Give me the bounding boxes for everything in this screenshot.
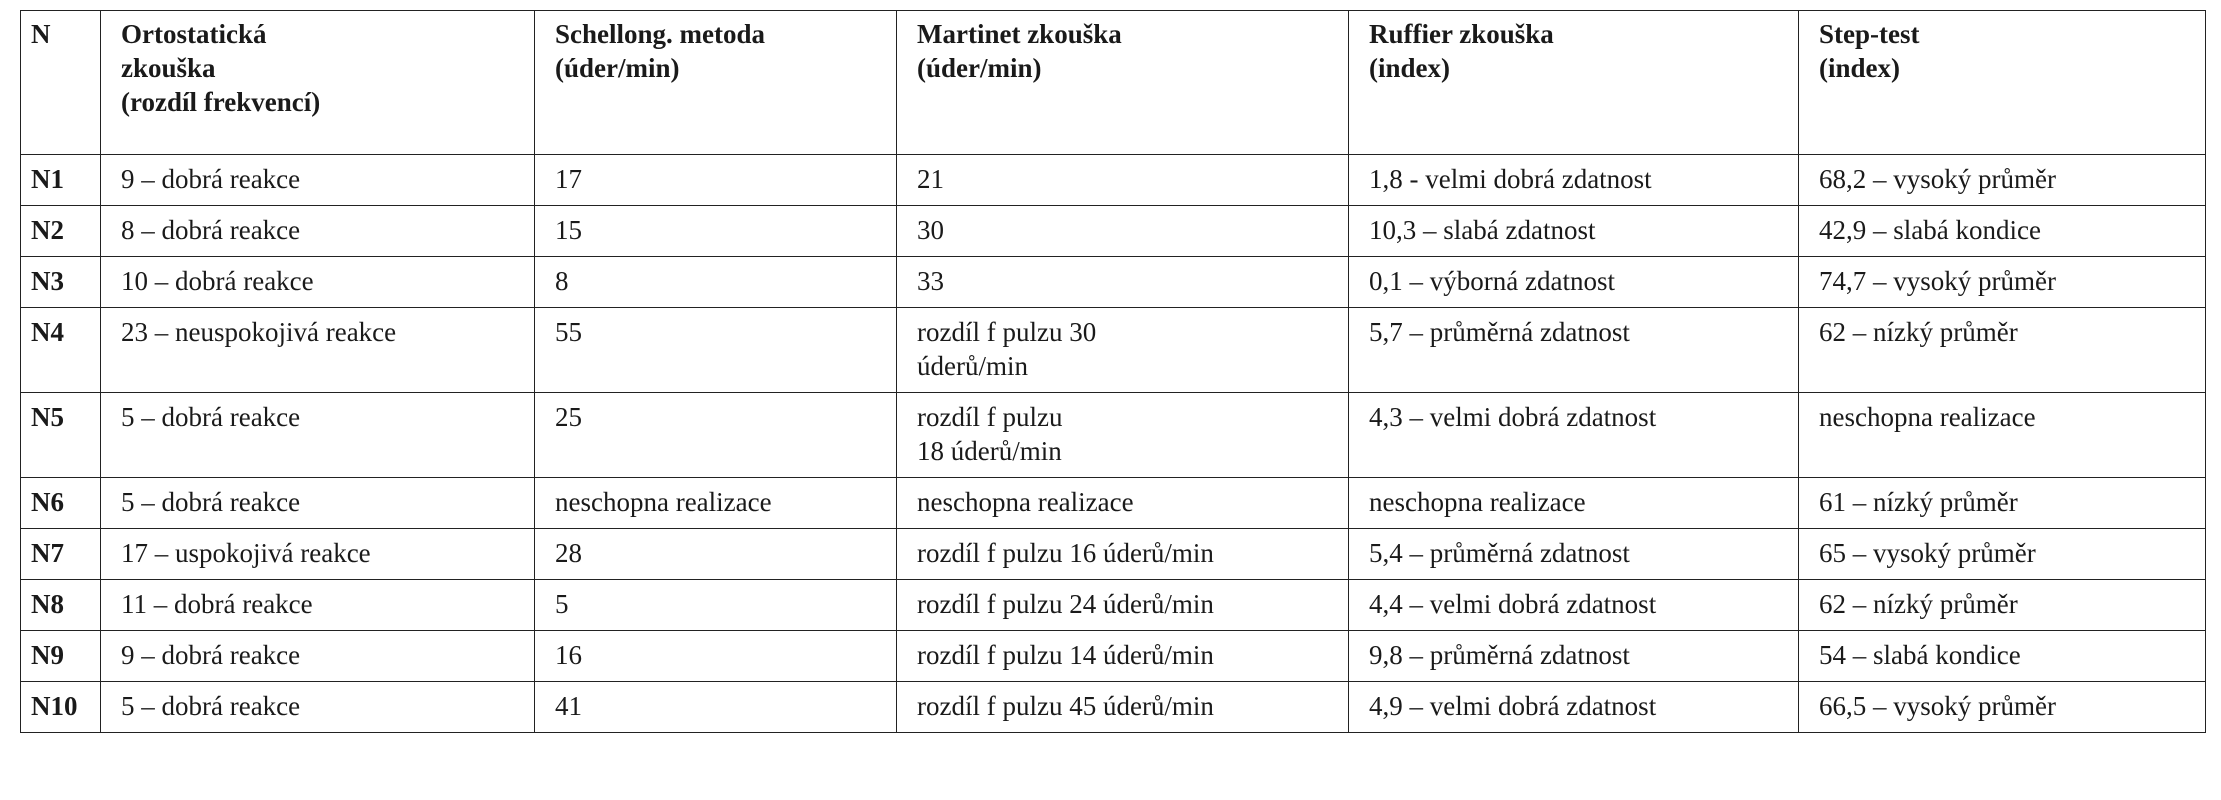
- cell-martinet: [897, 206, 1349, 257]
- cell-schellong: 55: [535, 308, 897, 393]
- header-steptest-line-2: (index): [1819, 53, 1900, 83]
- cell-martinet-line: úderů/min: [917, 351, 1028, 381]
- cell-steptest: 42,9 – slabá kondice: [1799, 206, 2206, 257]
- cell-ortostaticka: 23 – neuspokojivá reakce: [101, 308, 535, 393]
- cell-martinet-line: rozdíl f pulzu 45 úderů/min: [917, 691, 1214, 721]
- cell-martinet: [897, 257, 1349, 308]
- table-body: [21, 155, 2206, 733]
- cell-id: N10: [21, 682, 101, 733]
- cell-ortostaticka: 11 – dobrá reakce: [101, 580, 535, 631]
- cell-martinet: [897, 580, 1349, 631]
- table-header-row: [21, 11, 2206, 155]
- header-ruffier-line-2: (index): [1369, 53, 1450, 83]
- header-ortostaticka: [101, 11, 535, 155]
- table-row: [21, 393, 2206, 478]
- header-schellong-line-2: (úder/min): [555, 53, 680, 83]
- cell-id: N4: [21, 308, 101, 393]
- cell-steptest: 62 – nízký průměr: [1799, 580, 2206, 631]
- cell-steptest: neschopna realizace: [1799, 393, 2206, 478]
- cell-martinet-line: 18 úderů/min: [917, 436, 1062, 466]
- cell-ruffier: 4,4 – velmi dobrá zdatnost: [1349, 580, 1799, 631]
- cell-martinet-line: rozdíl f pulzu 30: [917, 317, 1097, 347]
- cell-ruffier: 4,3 – velmi dobrá zdatnost: [1349, 393, 1799, 478]
- header-n-line: N: [31, 19, 51, 49]
- cell-schellong: neschopna realizace: [535, 478, 897, 529]
- cell-schellong: 8: [535, 257, 897, 308]
- cell-martinet: [897, 308, 1349, 393]
- table-row: [21, 155, 2206, 206]
- header-ortostaticka-line-1: Ortostatická: [121, 19, 267, 49]
- cell-id: N2: [21, 206, 101, 257]
- cell-steptest: 74,7 – vysoký průměr: [1799, 257, 2206, 308]
- cell-martinet: [897, 155, 1349, 206]
- cell-schellong: 15: [535, 206, 897, 257]
- table-row: [21, 308, 2206, 393]
- header-martinet-line-1: Martinet zkouška: [917, 19, 1122, 49]
- header-martinet: [897, 11, 1349, 155]
- cell-id: N5: [21, 393, 101, 478]
- cell-martinet-line: rozdíl f pulzu 14 úderů/min: [917, 640, 1214, 670]
- cell-ruffier: neschopna realizace: [1349, 478, 1799, 529]
- cell-ortostaticka: 9 – dobrá reakce: [101, 155, 535, 206]
- cell-ruffier: 1,8 - velmi dobrá zdatnost: [1349, 155, 1799, 206]
- cell-ruffier: 4,9 – velmi dobrá zdatnost: [1349, 682, 1799, 733]
- cell-martinet: [897, 529, 1349, 580]
- cell-schellong: 17: [535, 155, 897, 206]
- cell-schellong: 41: [535, 682, 897, 733]
- cell-schellong: 28: [535, 529, 897, 580]
- table-row: [21, 206, 2206, 257]
- cell-martinet: [897, 631, 1349, 682]
- cell-martinet-line: neschopna realizace: [917, 487, 1134, 517]
- cell-martinet: [897, 682, 1349, 733]
- cell-id: N6: [21, 478, 101, 529]
- header-ortostaticka-line-2: zkouška: [121, 53, 216, 83]
- table-row: [21, 257, 2206, 308]
- cell-steptest: 68,2 – vysoký průměr: [1799, 155, 2206, 206]
- header-schellong: [535, 11, 897, 155]
- cell-martinet-line: 21: [917, 164, 944, 194]
- table-row: [21, 529, 2206, 580]
- cell-steptest: 65 – vysoký průměr: [1799, 529, 2206, 580]
- cell-ortostaticka: 10 – dobrá reakce: [101, 257, 535, 308]
- header-ruffier-line-1: Ruffier zkouška: [1369, 19, 1554, 49]
- cell-id: N7: [21, 529, 101, 580]
- header-n: [21, 11, 101, 155]
- cell-martinet: [897, 478, 1349, 529]
- cell-id: N3: [21, 257, 101, 308]
- cell-steptest: 62 – nízký průměr: [1799, 308, 2206, 393]
- cell-martinet-line: rozdíl f pulzu 24 úderů/min: [917, 589, 1214, 619]
- cell-ortostaticka: 9 – dobrá reakce: [101, 631, 535, 682]
- header-ruffier: [1349, 11, 1799, 155]
- header-steptest-line-1: Step-test: [1819, 19, 1920, 49]
- table-row: [21, 478, 2206, 529]
- cell-schellong: 5: [535, 580, 897, 631]
- cell-ruffier: 5,4 – průměrná zdatnost: [1349, 529, 1799, 580]
- cell-ruffier: 9,8 – průměrná zdatnost: [1349, 631, 1799, 682]
- header-martinet-line-2: (úder/min): [917, 53, 1042, 83]
- cell-ortostaticka: 5 – dobrá reakce: [101, 478, 535, 529]
- header-schellong-line-1: Schellong. metoda: [555, 19, 766, 49]
- table-row: [21, 631, 2206, 682]
- cell-id: N8: [21, 580, 101, 631]
- cell-schellong: 25: [535, 393, 897, 478]
- cell-steptest: 66,5 – vysoký průměr: [1799, 682, 2206, 733]
- results-table: [20, 10, 2206, 733]
- header-ortostaticka-line-3: (rozdíl frekvencí): [121, 87, 321, 117]
- cell-id: N1: [21, 155, 101, 206]
- table-row: [21, 682, 2206, 733]
- cell-ortostaticka: 5 – dobrá reakce: [101, 682, 535, 733]
- cell-schellong: 16: [535, 631, 897, 682]
- cell-martinet-line: rozdíl f pulzu 16 úderů/min: [917, 538, 1214, 568]
- cell-ortostaticka: 17 – uspokojivá reakce: [101, 529, 535, 580]
- cell-ortostaticka: 5 – dobrá reakce: [101, 393, 535, 478]
- cell-martinet-line: 30: [917, 215, 944, 245]
- results-table-container: [20, 10, 2206, 733]
- cell-martinet: [897, 393, 1349, 478]
- cell-ruffier: 0,1 – výborná zdatnost: [1349, 257, 1799, 308]
- cell-ortostaticka: 8 – dobrá reakce: [101, 206, 535, 257]
- cell-ruffier: 10,3 – slabá zdatnost: [1349, 206, 1799, 257]
- cell-ruffier: 5,7 – průměrná zdatnost: [1349, 308, 1799, 393]
- cell-id: N9: [21, 631, 101, 682]
- cell-martinet-line: 33: [917, 266, 944, 296]
- cell-martinet-line: rozdíl f pulzu: [917, 402, 1063, 432]
- table-row: [21, 580, 2206, 631]
- cell-steptest: 61 – nízký průměr: [1799, 478, 2206, 529]
- header-steptest: [1799, 11, 2206, 155]
- cell-steptest: 54 – slabá kondice: [1799, 631, 2206, 682]
